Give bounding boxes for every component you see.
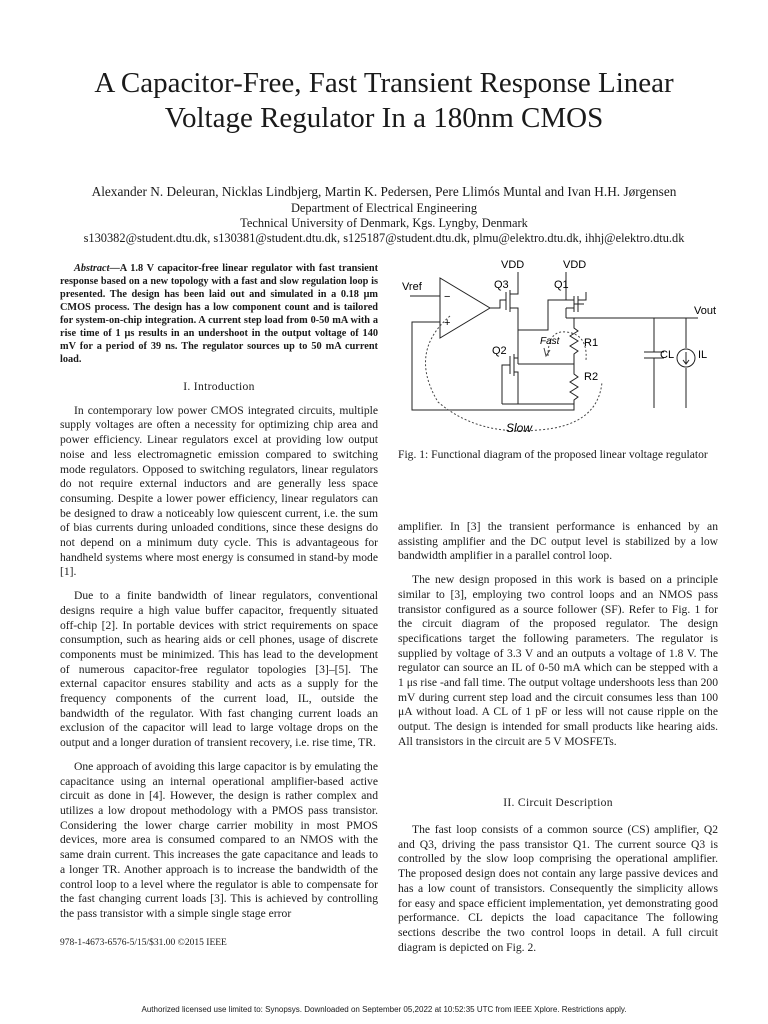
right-paragraph-2: The new design proposed in this work is based on a principle similar to [3], employing two control loops and an NMOS pass transistor configured as a source follower (SF). Refer to Fig. 1 for the circuit diagram of the proposed regulator. The design specifications target the following parameters. The regulator is supplied by voltage of 3.3 V and an outputs a voltage of 1.8 V. The regulator can source an IL of 0-50 mA which can be stepped with a 1 μs rise -and fall time. The output voltage undershoots less than 200 mV during current step load and the circuit consumes less than 100 μA without load. A CL of 1 pF or less will not cause ripple on the output. The design is intended for small products like hearing aids. All transistors in the circuit are 5 V MOSFETs. [398,573,718,748]
q1-label: Q1 [554,279,569,291]
circuit-diagram [398,252,728,444]
abstract [60,262,378,366]
right-paragraph-1: amplifier. In [3] the transient performance is enhanced by an assisting amplifier and the DC output level is stabilized by a low bandwidth amplifier in a parallel control loop. [398,520,718,563]
q2-label: Q2 [492,345,507,357]
vref-label: Vref [402,281,422,293]
author-names: Alexander N. Deleuran, Nicklas Lindbjerg, Martin K. Pedersen, Pere Llimós Muntal and Ivan H.H. Jørgensen [91,184,677,199]
opamp-plus-label: + [444,317,451,329]
r2-label: R2 [584,371,599,383]
opamp-minus-label: − [444,291,451,303]
section-1-paragraph-2: Due to a finite bandwidth of linear regulators, conventional designs require a high value buffer capacitor, frequently situated off-chip [2]. In portable devices with strict requirements on space consumption, such as hearing aids or cell phones, usage of discrete components must be minimized. This has lead to the development of numerous capacitor-free regulator topologies [3]–[5]. The external capacitor ensures stability and acts as a supply for the frequency components of the current load, IL, outside the bandwidth of the regulator. With fast changing current loads an exclusion of the capacitor will lead to large voltage drops on the output and a longer duration of transient recovery, i.e. rise time, TR. [60,589,378,750]
vdd2-label: VDD [563,259,587,271]
title-line-1: A Capacitor-Free, Fast Transient Response Linear [94,67,674,99]
paper-title [40,66,728,136]
section-2-heading: II. Circuit Description [503,796,613,809]
il-label: IL [698,349,708,361]
copyright-footer: 978-1-4673-6576-5/15/$31.00 ©2015 IEEE [60,938,227,948]
vout-label: Vout [694,305,717,317]
q3-label: Q3 [494,279,509,291]
fast-label: Fast [540,336,560,347]
section-1-paragraph-1: In contemporary low power CMOS integrated circuits, multiple supply voltages are often a necessity for optimizing chip area and power efficiency. Linear regulators excel at providing low output noise and less electromagnetic emission compared to switching mode regulators. Opposed to switching regulators, linear regulators do not require external inductors and are generally less space consuming. Despite a lower power efficiency, linear regulators can be designed to draw a noticeably low quiescent current, i.e. the sum of bias currents during unloaded conditions, since these designs do not depend on a minimum duty cycle. This is advantageous for handheld systems where most energy is consumed in stand-by mode [1]. [60,403,378,579]
section-2-paragraph-1: The fast loop consists of a common source (CS) amplifier, Q2 and Q3, driving the pass transistor Q1. The current source Q3 is controlled by the slow loop comprising the operational amplifier. The proposed design does not contain any large passive devices and has a low count of transistors. Consequently the simplicity allows for easy and space efficient implementation, yet demonstrating good performance. CL depicts the load capacitance The following sections describe the two control loops in detail. A full circuit diagram is depicted on Fig. 2. [398,823,718,954]
right-column [398,520,718,750]
institution: Technical University of Denmark, Kgs. Lyngby, Denmark [240,216,528,230]
figure-caption: Fig. 1: Functional diagram of the proposed linear voltage regulator [398,448,708,461]
abstract-text: —A 1.8 V capacitor-free linear regulator with fast transient response based on a new topology with a fast and slow regulation loop is presented. The design has been laid out and simulated in a 0.18 μm CMOS process. The design has a low component count and is tailored for system-on-chip integration. A current step load from 0-50 mA with a rise time of 1 μs results in an undershoot in the output voltage of 140 mV for a period of 39 ns. The regulator sources up to 50 mA current load. [60,263,378,365]
section-2-body [398,823,718,955]
author-block [40,184,728,246]
section-1-heading: I. Introduction [183,380,255,393]
section-1-paragraph-3: One approach of avoiding this large capacitor is by emulating the capacitance using an internal operational amplifier-based active circuit as done in [4]. However, the design is rather complex and utilizes a low dropout methodology with a PMOS pass transistor. Considering the lower charge carrier mobility in most PMOS devices, more area is consumed compared to an NMOS with the same drain current. This increases the gate capacitance and leads to a longer TR. Another approach is to increase the bandwidth of the control loop to a level where the regulator is able to compensate for the fast changing current loads [3]. This is achieved by controlling the pass transistor with a simple single stage error [60,759,378,920]
download-notice: Authorized licensed use limited to: Synopsys. Downloaded on September 05,2022 at 10:52:35 UTC from IEEE Xplore. Restrictions apply. [141,1005,627,1014]
abstract-label: Abstract [74,263,110,274]
opamp-symbol [440,278,490,338]
cl-label: CL [660,349,675,361]
r1-label: R1 [584,337,599,349]
department: Department of Electrical Engineering [290,201,478,215]
slow-label: Slow [506,421,533,435]
vdd1-label: VDD [501,259,525,271]
author-emails: s130382@student.dtu.dk, s130381@student.dtu.dk, s125187@student.dtu.dk, plmu@elektro.dtu.dk, ihhj@elektro.dtu.dk [83,231,685,245]
title-line-2: Voltage Regulator In a 180nm CMOS [164,102,604,134]
left-column [60,262,378,922]
